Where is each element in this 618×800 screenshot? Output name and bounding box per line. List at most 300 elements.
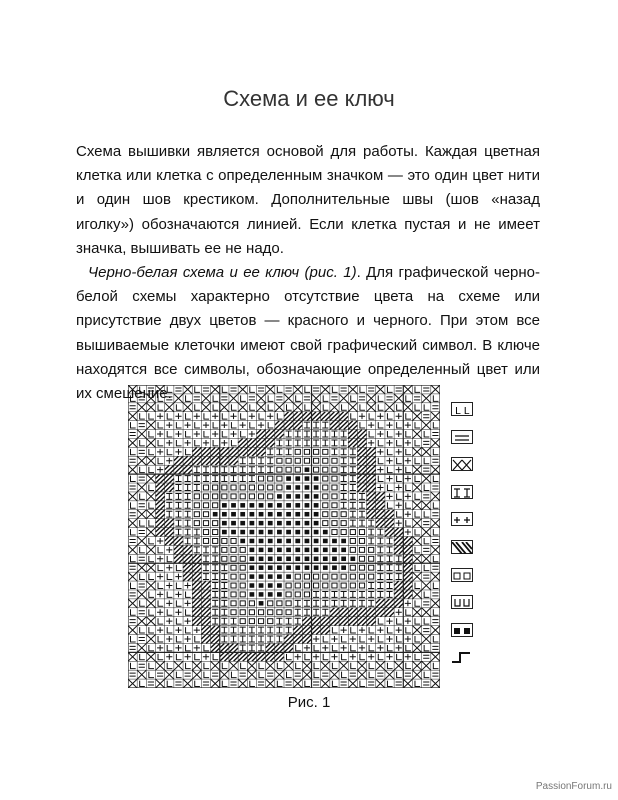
pattern-cell [167, 663, 172, 669]
pattern-cell [377, 574, 383, 580]
double-line-symbol-icon [451, 430, 473, 444]
pattern-cell [250, 422, 255, 428]
pattern-cell [268, 476, 273, 481]
pattern-cell [359, 520, 365, 526]
pattern-cell [396, 413, 402, 419]
pattern-cell [268, 539, 273, 544]
pattern-cell [378, 636, 383, 642]
pattern-cell [286, 521, 291, 526]
pattern-cell [405, 440, 411, 446]
pattern-cell [230, 618, 236, 624]
pattern-cell [267, 413, 273, 419]
pattern-cell [167, 627, 172, 633]
pattern-cell [314, 503, 319, 508]
pattern-cell [368, 654, 374, 660]
svg-text:L L: L L [455, 406, 470, 416]
pattern-cell [240, 422, 246, 428]
pattern-cell [422, 528, 431, 537]
pattern-cell [149, 591, 154, 597]
pattern-cell [229, 456, 238, 465]
pattern-cell [295, 458, 300, 463]
pattern-cell [140, 574, 145, 580]
pattern-cell [386, 397, 392, 400]
pattern-cell [341, 458, 347, 464]
pattern-cell [304, 645, 310, 651]
pattern-cell [149, 538, 154, 544]
pattern-cell [166, 618, 172, 624]
pattern-cell [183, 545, 192, 554]
pattern-cell [403, 679, 412, 688]
pattern-cell [183, 563, 192, 572]
pattern-cell [230, 431, 236, 437]
pattern-cell [149, 556, 154, 562]
pattern-cell [194, 512, 199, 517]
pattern-cell [194, 503, 199, 508]
pattern-cell [192, 572, 201, 581]
pattern-cell [432, 539, 438, 542]
pattern-cell [386, 458, 392, 464]
pattern-cell [222, 663, 227, 669]
pattern-cell [286, 574, 291, 579]
pattern-cell [266, 643, 275, 652]
pattern-cell [175, 520, 181, 526]
pattern-cell [231, 539, 236, 544]
pattern-cell [323, 565, 328, 570]
pattern-cell [277, 539, 282, 544]
pattern-cell [231, 547, 236, 552]
pattern-cell [341, 431, 347, 437]
pattern-cell [369, 672, 374, 678]
pattern-cell [175, 645, 181, 651]
pattern-cell [387, 502, 392, 508]
pattern-cell [286, 476, 291, 481]
pattern-cell [195, 440, 200, 446]
pattern-cell [146, 492, 155, 501]
pattern-cell [367, 394, 376, 403]
pattern-cell [192, 617, 201, 626]
pattern-cell [229, 447, 238, 456]
pattern-cell [331, 431, 337, 437]
pattern-cell [247, 670, 256, 679]
pattern-cell [376, 519, 385, 528]
pattern-cell [166, 422, 172, 428]
pattern-cell [394, 394, 403, 403]
pattern-cell [332, 521, 337, 526]
pattern-cell [286, 548, 291, 553]
pattern-cell [348, 608, 357, 617]
pattern-cell [140, 467, 145, 473]
pattern-cell [194, 413, 200, 419]
pattern-cell [268, 548, 273, 553]
pattern-cell [350, 557, 355, 562]
pattern-cell [286, 627, 292, 633]
pattern-cell [250, 681, 255, 687]
pattern-cell [137, 590, 146, 599]
pattern-cell [203, 654, 209, 660]
pattern-cell [295, 673, 301, 676]
pattern-cell [192, 599, 201, 608]
pattern-cell [423, 602, 429, 605]
pattern-cell [406, 627, 411, 633]
pattern-cell [222, 512, 227, 517]
pattern-cell [377, 547, 383, 553]
pattern-cell [268, 485, 273, 490]
pattern-cell [385, 403, 394, 412]
pattern-cell [212, 583, 218, 589]
pattern-cell [158, 395, 163, 401]
pattern-cell [137, 403, 146, 412]
pattern-cell [341, 530, 346, 535]
pattern-cell [286, 449, 292, 455]
pattern-cell [156, 679, 165, 688]
pattern-cell [314, 645, 319, 651]
pattern-cell [351, 663, 356, 669]
pattern-cell [186, 449, 191, 455]
pattern-cell [314, 663, 319, 669]
pattern-cell [295, 440, 301, 446]
pattern-cell [174, 465, 183, 474]
pattern-cell [258, 494, 263, 499]
pattern-cell [157, 609, 163, 615]
pattern-cell [341, 512, 346, 517]
pattern-cell [286, 494, 291, 499]
pattern-cell [431, 626, 440, 635]
pattern-cell [377, 485, 383, 491]
pattern-cell [305, 503, 310, 508]
pattern-cell [378, 654, 383, 660]
pattern-cell [314, 557, 319, 562]
pattern-cell [175, 627, 181, 633]
pattern-cell [258, 388, 264, 391]
pattern-cell [229, 643, 238, 652]
pattern-cell [359, 539, 364, 544]
pattern-cell [286, 601, 291, 606]
pattern-cell [386, 538, 392, 544]
pattern-cell [166, 493, 172, 499]
pattern-cell [128, 412, 137, 421]
pattern-cell [268, 610, 273, 615]
pattern-cell [240, 645, 246, 651]
pattern-cell [415, 422, 420, 428]
pattern-cell [394, 661, 403, 670]
pattern-cell [351, 645, 356, 651]
pattern-cell [241, 395, 246, 401]
pattern-cell [165, 528, 174, 537]
pattern-cell [211, 385, 220, 394]
pattern-cell [397, 422, 402, 428]
pattern-cell [185, 502, 191, 508]
pattern-cell [211, 626, 220, 635]
pattern-cell [156, 661, 165, 670]
pattern-cell [195, 422, 200, 428]
pattern-cell [396, 627, 402, 633]
pattern-cell [277, 485, 282, 490]
pattern-cell [322, 600, 328, 606]
pattern-cell [222, 556, 227, 561]
pattern-cell [431, 465, 440, 474]
pattern-cell [412, 608, 421, 617]
pattern-cell [222, 547, 227, 552]
pattern-cell [185, 636, 191, 642]
pattern-cell [360, 404, 365, 410]
pattern-cell [350, 449, 356, 455]
pattern-cell [295, 565, 300, 570]
pattern-cell [386, 591, 392, 597]
pattern-cell [323, 583, 328, 588]
pattern-cell [131, 663, 136, 669]
pattern-cell [229, 394, 238, 403]
pattern-cell [339, 421, 348, 430]
pattern-cell [314, 449, 319, 454]
pattern-cell [167, 449, 172, 455]
pattern-cell [231, 494, 236, 499]
pattern-cell [412, 519, 421, 528]
pattern-cell [331, 600, 337, 606]
pattern-cell [323, 539, 328, 544]
pattern-cell [397, 618, 402, 624]
pattern-cell [406, 663, 411, 669]
pattern-cell [313, 636, 319, 642]
pattern-cell [386, 493, 392, 499]
pattern-cell [302, 670, 311, 679]
pattern-cell [157, 449, 163, 455]
pattern-cell [194, 538, 200, 544]
pattern-cell [312, 403, 321, 412]
pattern-cell [424, 404, 429, 410]
pattern-cell [183, 572, 192, 581]
pattern-cell [295, 431, 301, 437]
pattern-cell [165, 670, 174, 679]
pattern-cell [195, 636, 200, 642]
pattern-cell [130, 593, 136, 596]
pattern-cell [192, 590, 201, 599]
pattern-cell [424, 458, 429, 464]
pattern-cell [286, 557, 291, 562]
pattern-cell [128, 572, 137, 581]
pattern-cell [259, 521, 264, 526]
pattern-cell [368, 600, 374, 606]
pattern-cell [295, 574, 300, 579]
pattern-cell [412, 626, 421, 635]
pattern-cell [331, 636, 337, 642]
pattern-cell [222, 503, 227, 508]
pattern-cell [146, 581, 155, 590]
pattern-cell [359, 591, 365, 597]
pattern-cell [412, 554, 421, 563]
pattern-cell [332, 530, 337, 535]
pattern-cell [341, 682, 347, 685]
pattern-cell [432, 486, 438, 489]
pattern-cell [432, 593, 438, 596]
pattern-cell [323, 395, 328, 401]
pattern-cell [276, 449, 282, 455]
pattern-cell [148, 682, 154, 685]
pattern-cell [359, 645, 365, 651]
pattern-cell [167, 645, 172, 651]
pattern-cell [240, 547, 245, 552]
pattern-cell [259, 548, 264, 553]
pattern-cell [367, 447, 376, 456]
pattern-cell [130, 486, 136, 489]
pattern-cell [385, 519, 394, 528]
pattern-cell [266, 679, 275, 688]
embroidery-pattern [128, 385, 440, 693]
pattern-cell [423, 468, 429, 471]
pattern-cell [240, 610, 245, 615]
pattern-cell [314, 467, 319, 472]
pattern-cell [367, 608, 376, 617]
pattern-cell [222, 530, 227, 535]
pattern-cell [350, 493, 356, 499]
pattern-cell [186, 609, 191, 615]
pattern-cell [332, 476, 337, 481]
pattern-cell [415, 476, 420, 482]
pattern-cell [295, 557, 300, 562]
pattern-cell [312, 412, 321, 421]
pattern-cell [167, 431, 172, 437]
figure-caption: Рис. 1 [287, 694, 331, 711]
pattern-cell [249, 512, 254, 517]
pattern-cell [165, 537, 174, 546]
pattern-cell [201, 635, 210, 644]
pattern-cell [176, 636, 181, 642]
pattern-cell [305, 681, 310, 687]
pattern-cell [341, 521, 346, 526]
pattern-cell [359, 547, 364, 552]
pattern-cell [423, 495, 429, 498]
pattern-cell [368, 529, 374, 535]
pattern-cell [240, 539, 245, 544]
pattern-cell [185, 529, 191, 535]
pattern-cell [295, 583, 300, 588]
pattern-cell [149, 413, 154, 419]
pattern-cell [415, 547, 420, 553]
pattern-cell [286, 682, 292, 685]
pattern-cell [149, 467, 154, 473]
pattern-cell [203, 682, 209, 685]
pattern-cell [231, 556, 236, 561]
pattern-cell [350, 583, 355, 588]
pattern-cell [146, 635, 155, 644]
pattern-cell [415, 493, 420, 499]
pattern-cell [268, 395, 273, 401]
pattern-cell [268, 512, 273, 517]
pattern-cell [220, 456, 229, 465]
pattern-cell [249, 645, 255, 651]
pattern-cell [240, 619, 245, 624]
pattern-cell [412, 572, 421, 581]
pattern-cell [158, 654, 163, 660]
pattern-cell [313, 440, 319, 446]
pattern-cell [249, 413, 255, 419]
pattern-cell [323, 548, 328, 553]
pattern-cell [220, 403, 229, 412]
pattern-cell [131, 529, 136, 535]
pattern-cell [240, 574, 245, 579]
pattern-cell [267, 449, 273, 455]
pattern-cell [146, 474, 155, 483]
body-text [76, 140, 540, 406]
pattern-cell [433, 636, 438, 642]
pattern-cell [231, 440, 236, 446]
pattern-cell [332, 663, 337, 669]
pattern-cell [369, 547, 374, 552]
pattern-cell [304, 422, 310, 428]
pattern-cell [194, 431, 200, 437]
pattern-cell [360, 387, 365, 393]
pattern-cell [149, 502, 154, 508]
pattern-cell [201, 403, 210, 412]
pattern-cell [238, 679, 247, 688]
pattern-cell [323, 503, 328, 508]
pattern-cell [433, 556, 438, 562]
watermark: PassionForum.ru [535, 781, 612, 792]
pattern-cell [314, 548, 319, 553]
pattern-cell [230, 476, 236, 482]
pattern-cell [287, 404, 292, 410]
pattern-cell [359, 511, 365, 517]
pattern-cell [377, 449, 383, 455]
pattern-cell [221, 609, 227, 615]
pattern-cell [423, 522, 429, 525]
pattern-cell [332, 681, 337, 687]
pattern-cell [415, 636, 420, 642]
pattern-cell [377, 538, 383, 544]
pattern-cell [350, 654, 356, 660]
pattern-cell [238, 385, 247, 394]
pattern-cell [376, 385, 385, 394]
pattern-cell [351, 413, 356, 419]
pattern-cell [387, 681, 392, 687]
pattern-cell [377, 431, 383, 437]
pattern-cell [130, 646, 136, 649]
pattern-cell [403, 545, 412, 554]
pattern-cell [341, 467, 347, 473]
pattern-cell [249, 557, 254, 562]
pattern-cell [394, 599, 403, 608]
pattern-cell [422, 554, 431, 563]
pattern-cell [378, 476, 383, 482]
pattern-cell [249, 521, 254, 526]
pattern-cell [376, 492, 385, 501]
pattern-cell [185, 618, 191, 624]
pattern-cell [387, 413, 392, 419]
pattern-cell [203, 556, 209, 562]
pattern-cell [405, 673, 411, 676]
pattern-cell [195, 404, 200, 410]
pattern-cell [128, 545, 137, 554]
pattern-cell [415, 458, 420, 464]
pattern-cell [322, 609, 328, 615]
pattern-cell [403, 554, 412, 563]
pattern-cell [377, 645, 383, 651]
pattern-cell [149, 663, 154, 669]
pattern-cell [268, 557, 273, 562]
pattern-cell [367, 492, 376, 501]
pattern-cell [258, 636, 264, 642]
hollow-square-symbol-icon [451, 568, 473, 582]
pattern-cell [331, 654, 337, 660]
pattern-cell [203, 565, 209, 571]
pattern-cell [396, 449, 402, 455]
pattern-cell [158, 404, 163, 410]
pattern-cell [286, 610, 291, 615]
pattern-cell [222, 494, 227, 499]
pattern-cell [158, 422, 163, 428]
pattern-cell [412, 643, 421, 652]
pattern-cell [131, 449, 136, 455]
pattern-cell [378, 440, 383, 446]
